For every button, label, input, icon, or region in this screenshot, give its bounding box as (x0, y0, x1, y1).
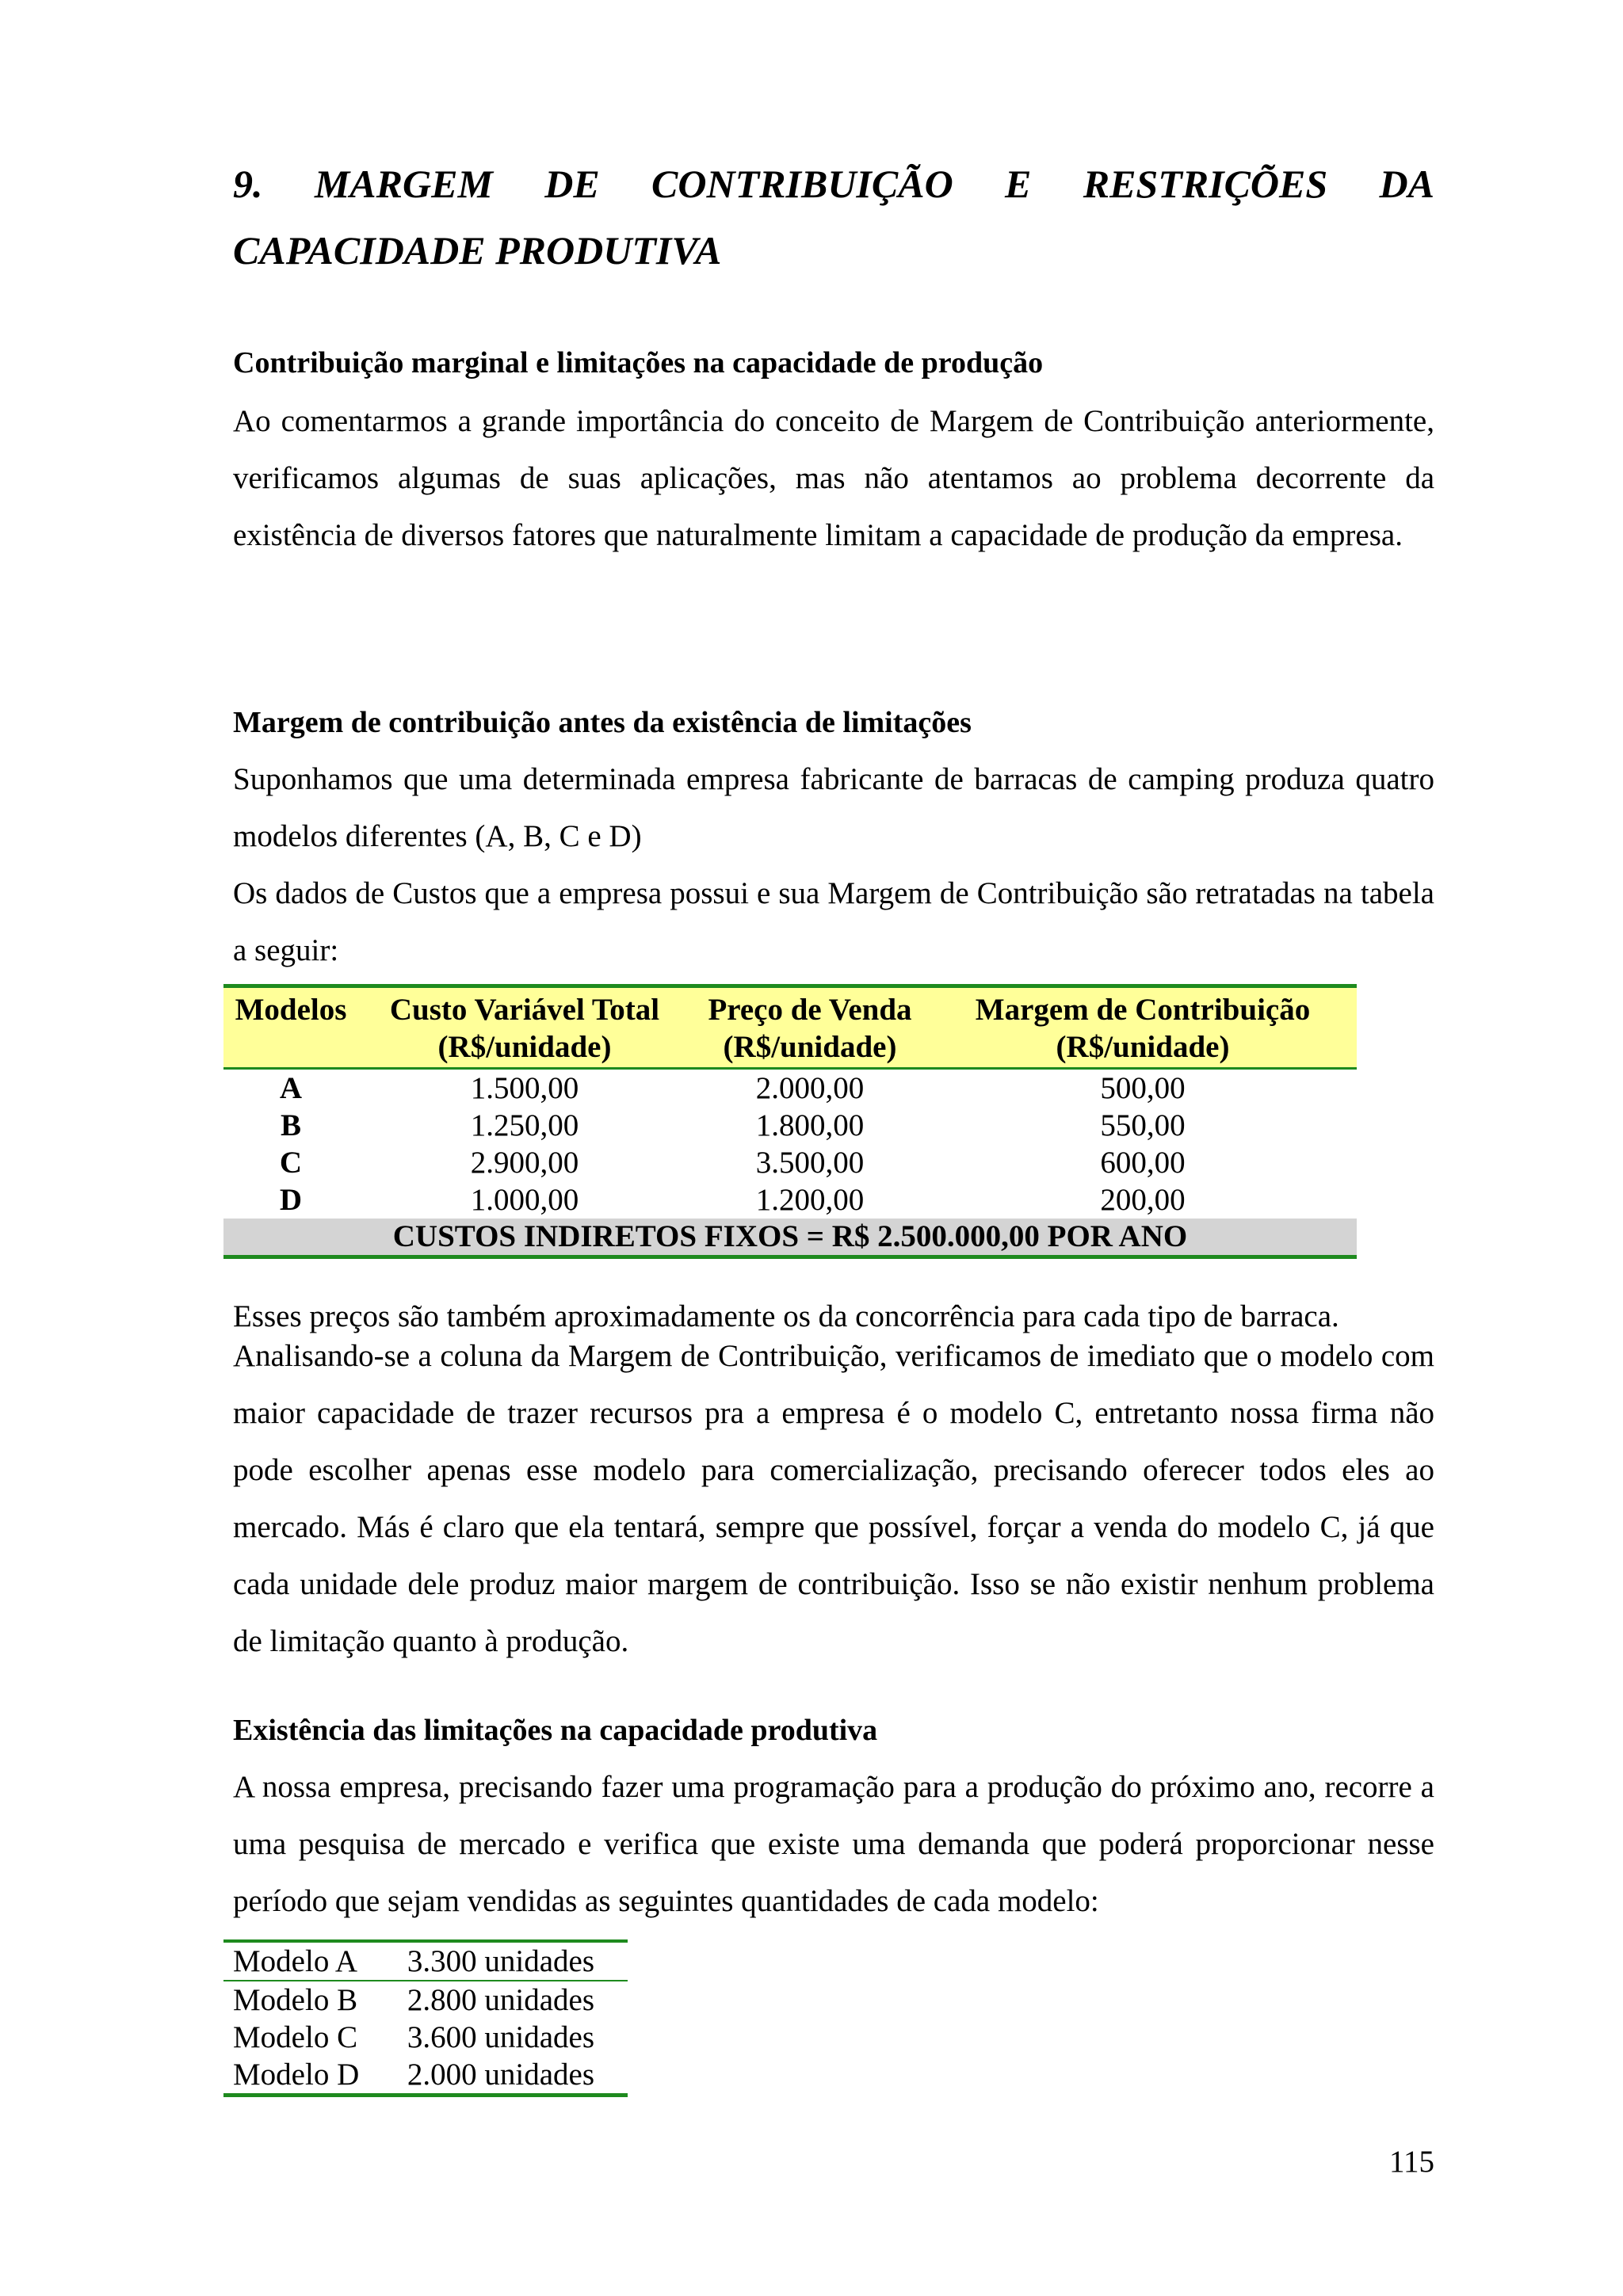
cell-custo: 1.500,00 (470, 1071, 579, 1105)
header-margem-contribuicao: Margem de Contribuição (R$/unidade) (929, 986, 1357, 1069)
contribution-margin-table (223, 984, 1357, 1259)
paragraph-intro: Ao comentarmos a grande importância do conceito de Margem de Contribuição anteriormente, verificamos algumas de suas aplicações, mas não atentamos ao problema decorrente da existência de diversos fatores que naturalmente limitam a capacidade de produção da empresa. (233, 404, 1434, 552)
paragraph-suponhamos: Suponhamos que uma determinada empresa fabricante de barracas de camping produza quatro modelos diferentes (A, B, C e D) (233, 762, 1434, 853)
cell-margem: 600,00 (1100, 1146, 1186, 1180)
header-preco-venda: Preço de Venda (R$/unidade) (691, 986, 929, 1069)
table-row (223, 1144, 1357, 1181)
cell-unidades: 2.000 unidades (380, 2056, 628, 2096)
cell-custo: 1.250,00 (470, 1108, 579, 1142)
section-heading-antes-limitacoes: Margem de contribuição antes da existência de limitações (233, 706, 972, 739)
header-modelos: Modelos (223, 986, 358, 1069)
cell-preco: 1.200,00 (755, 1183, 865, 1217)
cell-model: C (279, 1146, 303, 1180)
demand-table (223, 1939, 628, 2097)
cell-preco: 1.800,00 (755, 1108, 865, 1142)
cell-margem: 550,00 (1100, 1108, 1186, 1142)
fixed-costs-footer: CUSTOS INDIRETOS FIXOS = R$ 2.500.000,00 POR ANO (223, 1219, 1357, 1257)
table-row (223, 1107, 1357, 1144)
paragraph-programacao: A nossa empresa, precisando fazer uma programação para a produção do próximo ano, recorre a uma pesquisa de mercado e verifica que existe uma demanda que poderá proporcionar nesse período que sejam vendidas as seguintes quantidades de cada modelo: (233, 1770, 1434, 1918)
cell-margem: 200,00 (1100, 1183, 1186, 1217)
table-row (223, 2056, 628, 2096)
paragraph-dados-custos: Os dados de Custos que a empresa possui e sua Margem de Contribuição são retratadas na tabela a seguir: (233, 876, 1434, 967)
table-header-row (223, 986, 1357, 1069)
cell-modelo: Modelo B (233, 1983, 358, 2017)
table-row (223, 1981, 628, 2019)
chapter-title: 9. MARGEM DE CONTRIBUIÇÃO E RESTRIÇÕES DA CAPACIDADE PRODUTIVA (233, 162, 1434, 273)
cell-model: A (279, 1071, 303, 1105)
cell-preco: 3.500,00 (755, 1146, 865, 1180)
table-row (223, 1069, 1357, 1108)
cell-preco: 2.000,00 (755, 1071, 865, 1105)
cell-modelo: Modelo D (223, 2056, 380, 2096)
cell-margem: 500,00 (1100, 1071, 1186, 1105)
paragraph-analisando: Analisando-se a coluna da Margem de Contribuição, verificamos de imediato que o modelo com maior capacidade de trazer recursos pra a empresa é o modelo C, entretanto nossa firma não pode escolher apenas esse modelo para comercialização, precisando oferecer todos eles ao mercado. Más é claro que ela tentará, sempre que possível, forçar a venda do modelo C, já que cada unidade dele produz maior margem de contribuição. Isso se não existir nenhum problema de limitação quanto à produção. (233, 1339, 1434, 1658)
header-custo-variavel: Custo Variável Total (R$/unidade) (358, 986, 691, 1069)
paragraph-precos-concorrencia: Esses preços são também aproximadamente os da concorrência para cada tipo de barraca. (233, 1299, 1339, 1333)
page-number: 115 (1388, 2145, 1434, 2179)
table-footer-row (223, 1219, 1357, 1257)
cell-unidades: 3.300 unidades (380, 1941, 628, 1981)
cell-model: B (280, 1108, 301, 1142)
section-heading-existencia-limitacoes: Existência das limitações na capacidade produtiva (233, 1714, 878, 1747)
table-row (223, 1181, 1357, 1219)
table-row (223, 2019, 628, 2056)
cell-modelo: Modelo C (233, 2020, 358, 2054)
section-heading-contribuicao-marginal: Contribuição marginal e limitações na capacidade de produção (233, 346, 1044, 379)
cell-custo: 2.900,00 (470, 1146, 579, 1180)
cell-unidades: 2.800 unidades (407, 1983, 594, 2017)
cell-modelo: Modelo A (223, 1941, 380, 1981)
cell-unidades: 3.600 unidades (407, 2020, 594, 2054)
cell-custo: 1.000,00 (470, 1183, 579, 1217)
cell-model: D (279, 1183, 303, 1217)
table-row (223, 1941, 628, 1981)
